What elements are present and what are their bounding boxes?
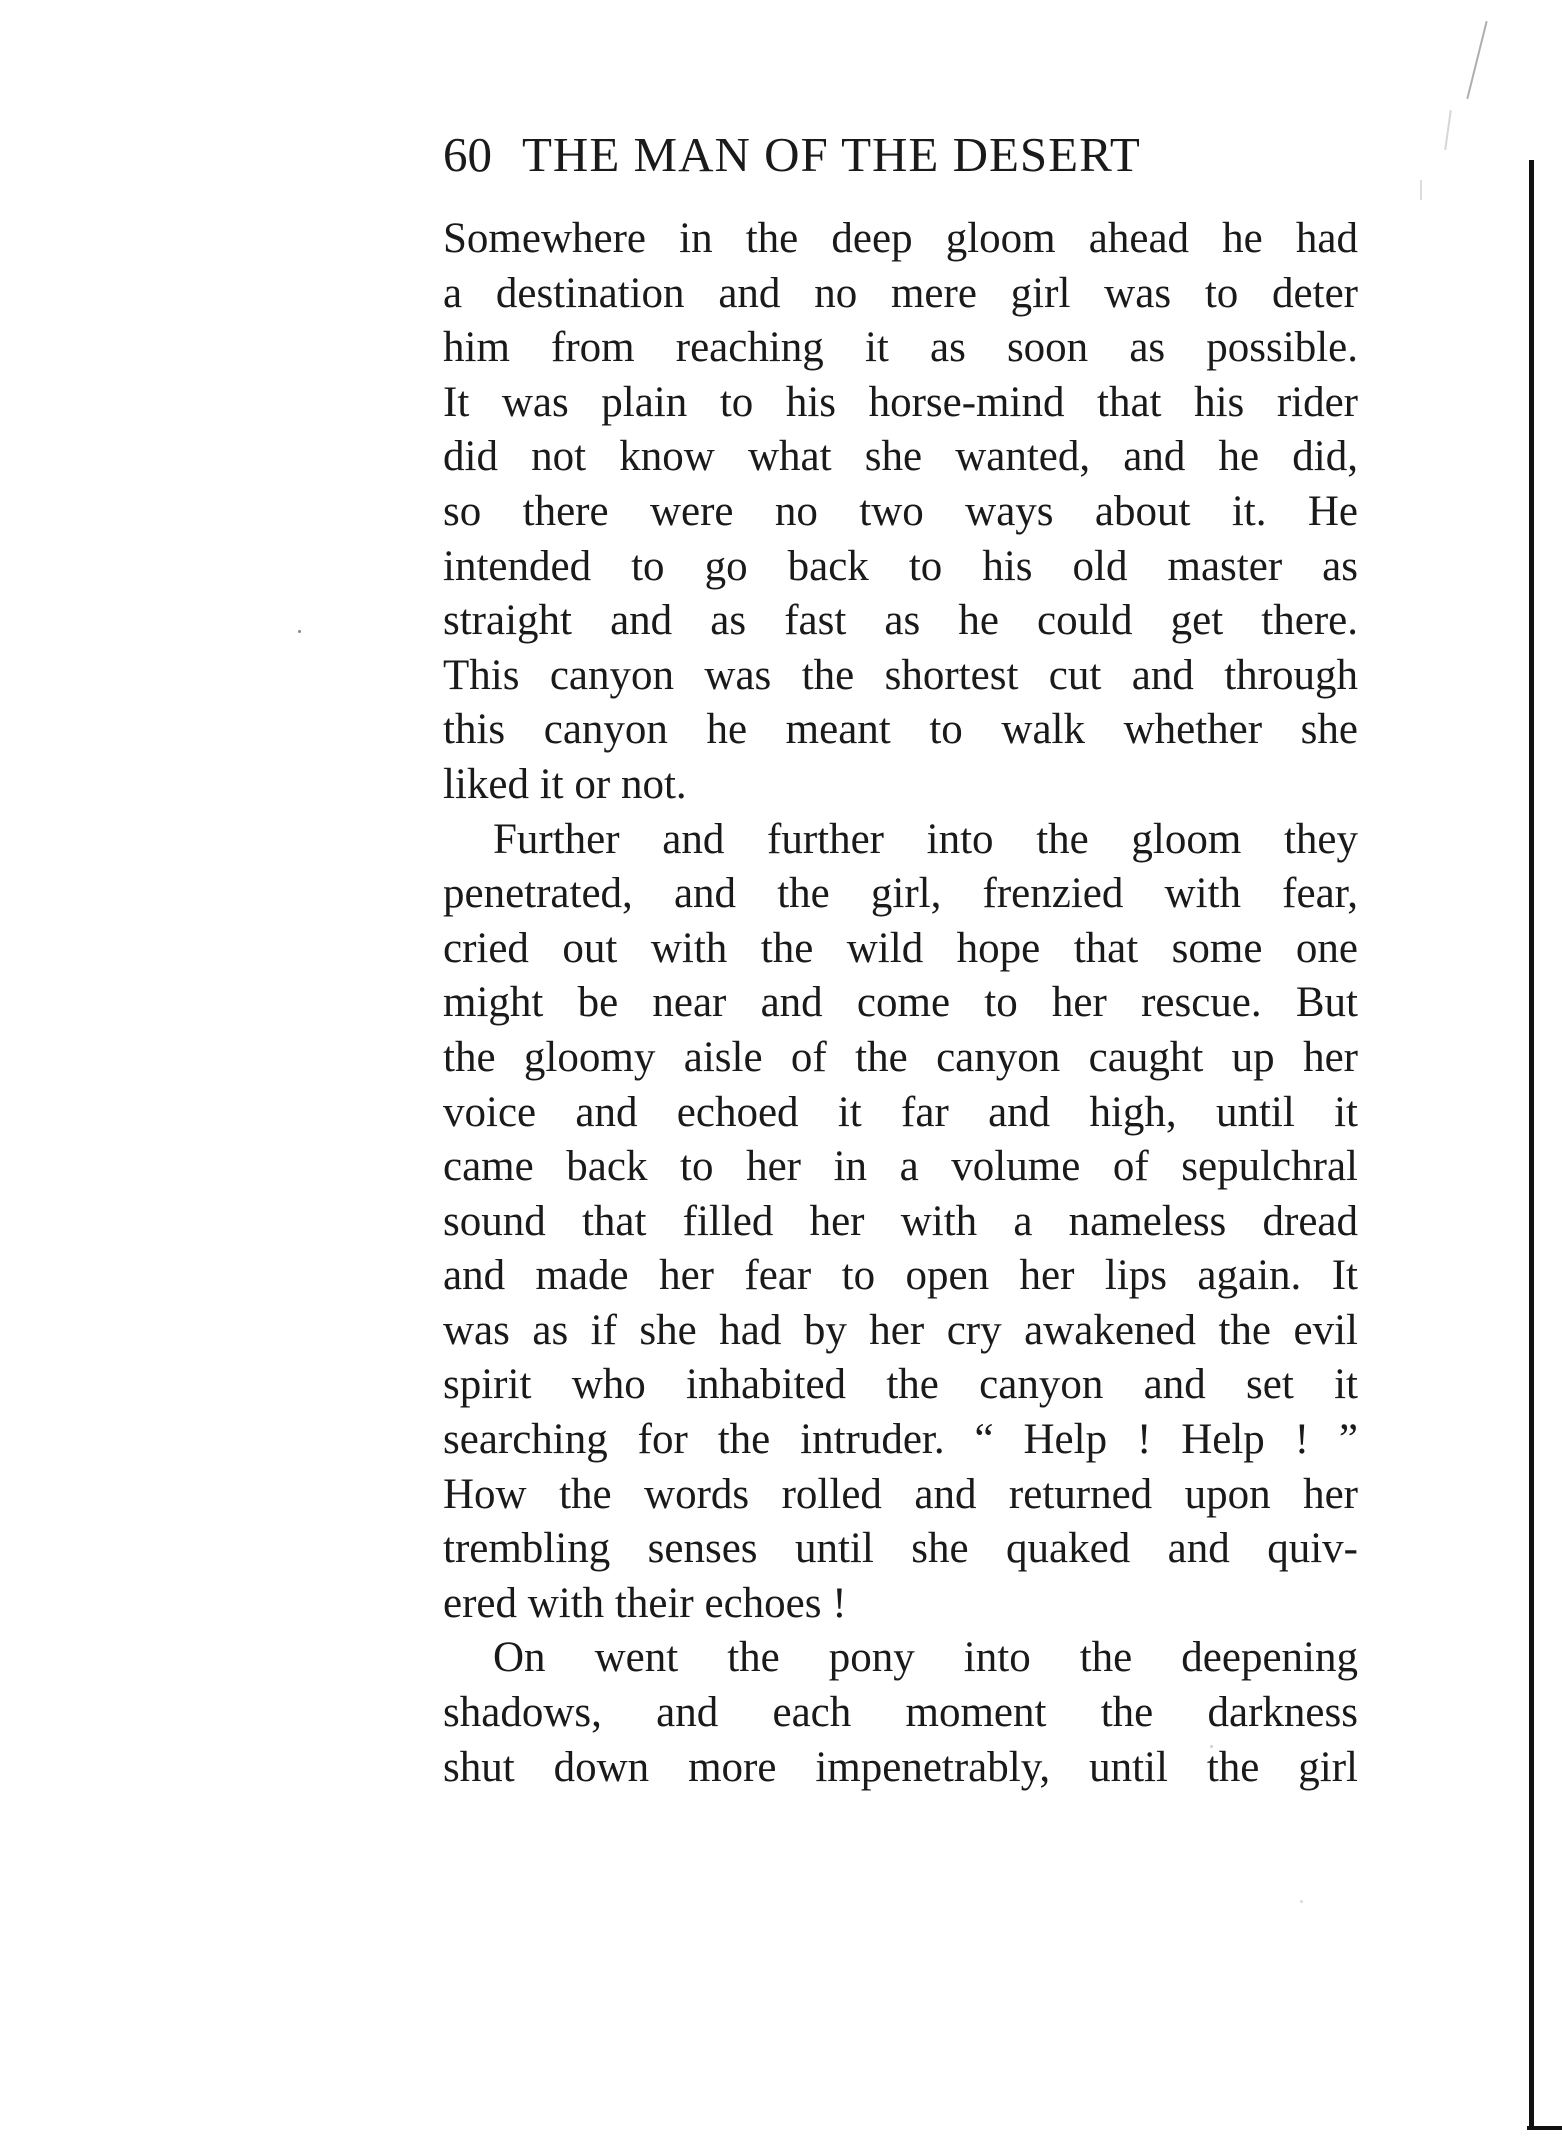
text-line: liked it or not. (443, 760, 687, 808)
paragraph-3 (443, 1631, 1358, 1795)
text-line: How the words rolled and returned upon her (443, 1470, 1358, 1518)
text-line: penetrated, and the girl, frenzied with fear, (443, 870, 1358, 918)
text-line: Further and further into the gloom they (493, 815, 1358, 863)
paragraph-1 (443, 212, 1358, 813)
text-line: a destination and no mere girl was to deter (443, 269, 1358, 317)
running-head (443, 120, 1363, 190)
page-edge-foot-mark (1527, 2126, 1562, 2130)
text-line: him from reaching it as soon as possible. (443, 324, 1358, 372)
text-line: shadows, and each moment the darkness (443, 1689, 1358, 1737)
text-line: did not know what she wanted, and he did, (443, 433, 1358, 481)
text-line: ered with their echoes ! (443, 1579, 847, 1627)
text-line: voice and echoed it far and high, until it (443, 1088, 1358, 1136)
scan-mark (1420, 180, 1422, 200)
scan-speck (1210, 1745, 1213, 1748)
text-line: Somewhere in the deep gloom ahead he had (443, 215, 1358, 262)
text-line: trembling senses until she quaked and quiv- (443, 1525, 1358, 1573)
text-line: It was plain to his horse-mind that his rider (443, 378, 1358, 426)
text-line: sound that filled her with a nameless dread (443, 1197, 1358, 1245)
text-line: shut down more impenetrably, until the girl (443, 1743, 1358, 1791)
text-line: this canyon he meant to walk whether she (443, 706, 1358, 754)
paragraph-2 (443, 813, 1358, 1632)
text-line: so there were no two ways about it. He (443, 487, 1358, 535)
text-line: intended to go back to his old master as (443, 542, 1358, 590)
scan-mark (1466, 21, 1487, 99)
scan-speck (298, 630, 301, 633)
running-title: THE MAN OF THE DESERT (522, 127, 1141, 182)
scan-mark (1444, 110, 1452, 150)
page-number: 60 (443, 127, 492, 182)
text-line: straight and as fast as he could get there. (443, 597, 1358, 645)
text-line: the gloomy aisle of the canyon caught up her (443, 1033, 1358, 1081)
text-line: came back to her in a volume of sepulchral (443, 1143, 1358, 1191)
text-line: might be near and come to her rescue. But (443, 979, 1358, 1027)
text-line: On went the pony into the deepening (493, 1634, 1358, 1682)
text-line: and made her fear to open her lips again. It (443, 1252, 1358, 1300)
page-edge-rule (1529, 160, 1534, 2130)
scan-speck (1300, 1900, 1303, 1903)
text-line: This canyon was the shortest cut and through (443, 651, 1358, 699)
text-line: searching for the intruder. “ Help ! Help ! ” (443, 1416, 1358, 1464)
text-line: cried out with the wild hope that some one (443, 924, 1358, 972)
body-text (443, 212, 1358, 1795)
text-line: was as if she had by her cry awakened the evil (443, 1306, 1358, 1354)
text-line: spirit who inhabited the canyon and set it (443, 1361, 1358, 1409)
